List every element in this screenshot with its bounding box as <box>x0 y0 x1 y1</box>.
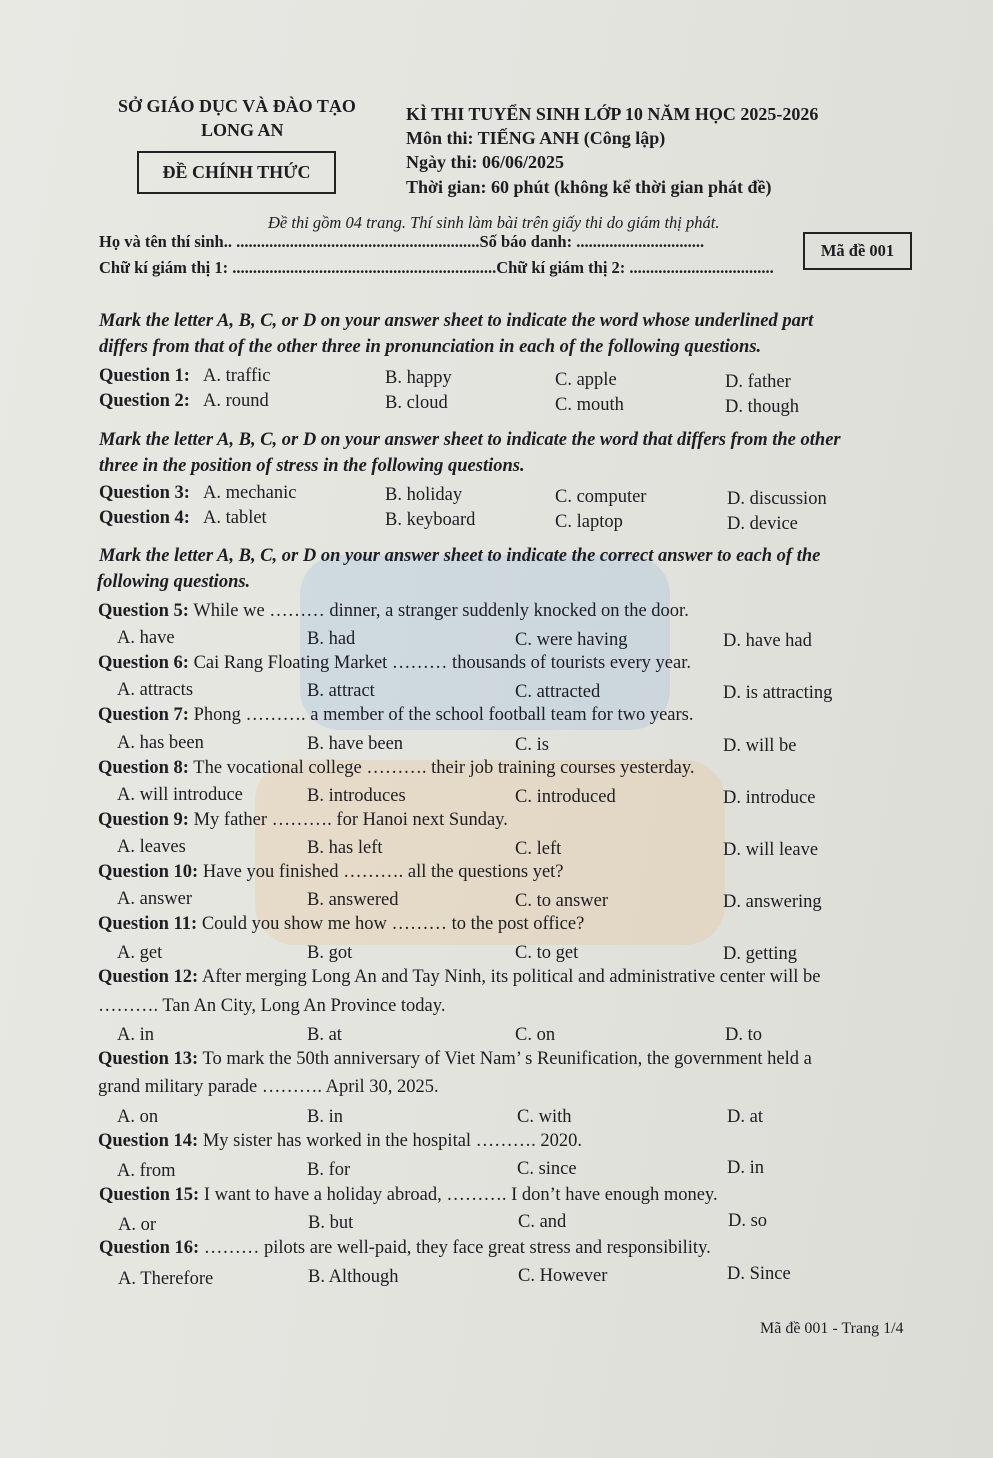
option-b: B. introduces <box>307 786 406 806</box>
option-c: C. is <box>515 735 549 755</box>
page-footer: Mã đề 001 - Trang 1/4 <box>760 1320 904 1337</box>
question-label: Question 4: <box>99 508 190 528</box>
question-7 <box>98 705 694 726</box>
question-11 <box>98 914 584 935</box>
question-stem-continued: ………. Tan An City, Long An Province today. <box>98 996 446 1016</box>
option-a: A. from <box>117 1161 176 1181</box>
question-label: Question 9: <box>98 810 189 830</box>
question-5 <box>98 601 689 622</box>
option-c: C. attracted <box>515 682 601 702</box>
option-a: A. have <box>117 628 175 648</box>
exam-code-box <box>803 232 912 270</box>
question-stem: My sister has worked in the hospital ………. 2020. <box>202 1131 583 1151</box>
option-a: A. get <box>117 943 163 963</box>
question-label: Question 10: <box>98 862 199 882</box>
question-stem: Have you finished ………. all the questions yet? <box>202 862 564 882</box>
option-d: D. will leave <box>723 840 819 860</box>
question-stem: After merging Long An and Tay Ninh, its political and administrative center will be <box>201 967 821 987</box>
question-stem: ……… pilots are well-paid, they face great stress and responsibility. <box>203 1238 711 1258</box>
option-c: C. were having <box>515 630 628 650</box>
question-6 <box>98 653 691 674</box>
official-exam-box <box>137 151 336 194</box>
instruction-stress-1: Mark the letter A, B, C, or D on your answer sheet to indicate the word that differs from the other <box>99 430 841 450</box>
instruction-pronunciation-1: Mark the letter A, B, C, or D on your answer sheet to indicate the word whose underlined part <box>99 311 814 331</box>
supervisor-signature-line: Chữ kí giám thị 1: ................................................................Chữ kí giám thị 2: ................................... <box>99 258 774 277</box>
option-b: B. keyboard <box>385 510 476 530</box>
option-c: C. However <box>518 1266 608 1286</box>
question-label: Question 15: <box>99 1185 200 1205</box>
option-d: D. discussion <box>727 489 827 509</box>
instruction-correct-1: Mark the letter A, B, C, or D on your answer sheet to indicate the correct answer to each of the <box>99 546 821 566</box>
question-label: Question 8: <box>98 758 189 778</box>
option-b: B. attract <box>307 681 375 701</box>
option-d: D. device <box>727 514 798 534</box>
option-c: C. and <box>518 1212 567 1232</box>
option-c: C. with <box>517 1107 572 1127</box>
candidate-name-line: Họ và tên thí sinh.. ...........................................................Số báo danh: ............................... <box>99 232 705 251</box>
question-label: Question 3: <box>99 483 190 503</box>
question-9 <box>98 810 508 831</box>
exam-note: Đề thi gồm 04 trang. Thí sinh làm bài trên giấy thi do giám thị phát. <box>268 213 720 232</box>
question-label: Question 11: <box>98 914 198 934</box>
official-exam-label: ĐỀ CHÍNH THỨC <box>162 162 311 182</box>
option-a: A. traffic <box>203 366 271 386</box>
option-c: C. left <box>515 839 562 859</box>
instruction-correct-2: following questions. <box>97 572 251 592</box>
option-d: D. answering <box>723 892 822 912</box>
option-b: B. answered <box>307 890 399 910</box>
option-d: D. getting <box>723 944 797 964</box>
question-stem: The vocational college ………. their job training courses yesterday. <box>193 758 695 778</box>
question-8 <box>98 758 695 779</box>
question-stem: Could you show me how ……… to the post office? <box>201 914 585 934</box>
option-d: D. is attracting <box>723 683 833 703</box>
option-d: D. Since <box>727 1264 791 1284</box>
question-stem: Phong ………. a member of the school football team for two years. <box>193 705 694 725</box>
exam-duration: Thời gian: 60 phút (không kể thời gian phát đề) <box>406 177 772 197</box>
question-label: Question 2: <box>99 391 190 411</box>
question-14 <box>98 1131 582 1152</box>
option-a: A. answer <box>117 889 193 909</box>
option-a: A. Therefore <box>118 1269 214 1289</box>
option-d: D. will be <box>723 736 797 756</box>
department-line1: SỞ GIÁO DỤC VÀ ĐÀO TẠO <box>118 96 356 116</box>
question-label: Question 16: <box>99 1238 200 1258</box>
exam-date: Ngày thi: 06/06/2025 <box>406 152 565 172</box>
option-d: D. so <box>728 1211 768 1231</box>
question-label: Question 5: <box>98 601 189 621</box>
option-c: C. laptop <box>555 512 623 532</box>
question-label: Question 13: <box>98 1049 199 1069</box>
option-d: D. have had <box>723 631 812 651</box>
option-c: C. to get <box>515 943 579 963</box>
option-c: C. introduced <box>515 787 616 807</box>
exam-subject: Môn thi: TIẾNG ANH (Công lập) <box>406 128 666 148</box>
option-a: A. leaves <box>117 837 186 857</box>
option-d: D. introduce <box>723 788 816 808</box>
option-b: B. but <box>308 1213 354 1233</box>
option-d: D. to <box>725 1025 762 1045</box>
option-c: C. since <box>517 1159 577 1179</box>
question-label: Question 14: <box>98 1131 199 1151</box>
option-c: C. mouth <box>555 395 624 415</box>
option-a: A. on <box>117 1107 159 1127</box>
option-b: B. happy <box>385 368 452 388</box>
question-stem: To mark the 50th anniversary of Viet Nam’ s Reunification, the government held a <box>202 1049 812 1069</box>
question-stem: Cai Rang Floating Market ……… thousands of tourists every year. <box>193 653 691 673</box>
option-b: B. got <box>307 943 353 963</box>
option-b: B. in <box>307 1107 343 1127</box>
option-b: B. had <box>307 629 356 649</box>
option-b: B. cloud <box>385 393 448 413</box>
question-stem: My father ………. for Hanoi next Sunday. <box>193 810 508 830</box>
option-a: A. tablet <box>203 508 267 528</box>
question-stem: While we ……… dinner, a stranger suddenly knocked on the door. <box>193 601 689 621</box>
question-label: Question 1: <box>99 366 190 386</box>
question-13 <box>98 1049 812 1070</box>
option-c: C. on <box>515 1025 556 1045</box>
option-b: B. have been <box>307 734 404 754</box>
question-10 <box>98 862 564 883</box>
question-stem-continued: grand military parade ………. April 30, 2025. <box>98 1077 439 1097</box>
instruction-stress-2: three in the position of stress in the following questions. <box>99 456 525 476</box>
option-c: C. apple <box>555 370 617 390</box>
question-15 <box>99 1185 718 1206</box>
option-a: A. will introduce <box>117 785 243 805</box>
option-d: D. at <box>727 1107 763 1127</box>
question-label: Question 6: <box>98 653 189 673</box>
question-12 <box>98 967 821 988</box>
option-b: B. Although <box>308 1267 399 1287</box>
option-c: C. to answer <box>515 891 608 911</box>
option-a: A. round <box>203 391 269 411</box>
option-b: B. at <box>307 1025 342 1045</box>
option-a: A. or <box>118 1215 157 1235</box>
department-line2: LONG AN <box>201 120 284 140</box>
option-a: A. has been <box>117 733 204 753</box>
option-a: A. mechanic <box>203 483 297 503</box>
question-label: Question 7: <box>98 705 189 725</box>
exam-title: KÌ THI TUYỂN SINH LỚP 10 NĂM HỌC 2025-2026 <box>406 104 819 124</box>
option-a: A. attracts <box>117 680 194 700</box>
option-b: B. for <box>307 1160 351 1180</box>
option-d: D. father <box>725 372 791 392</box>
option-b: B. has left <box>307 838 383 858</box>
instruction-pronunciation-2: differs from that of the other three in pronunciation in each of the following questions. <box>99 337 762 357</box>
question-stem: I want to have a holiday abroad, ………. I don’t have enough money. <box>203 1185 718 1205</box>
exam-code: Mã đề 001 <box>820 241 895 260</box>
question-16 <box>99 1238 711 1259</box>
option-d: D. in <box>727 1158 764 1178</box>
question-label: Question 12: <box>98 967 199 987</box>
option-d: D. though <box>725 397 799 417</box>
option-b: B. holiday <box>385 485 463 505</box>
option-c: C. computer <box>555 487 647 507</box>
option-a: A. in <box>117 1025 154 1045</box>
